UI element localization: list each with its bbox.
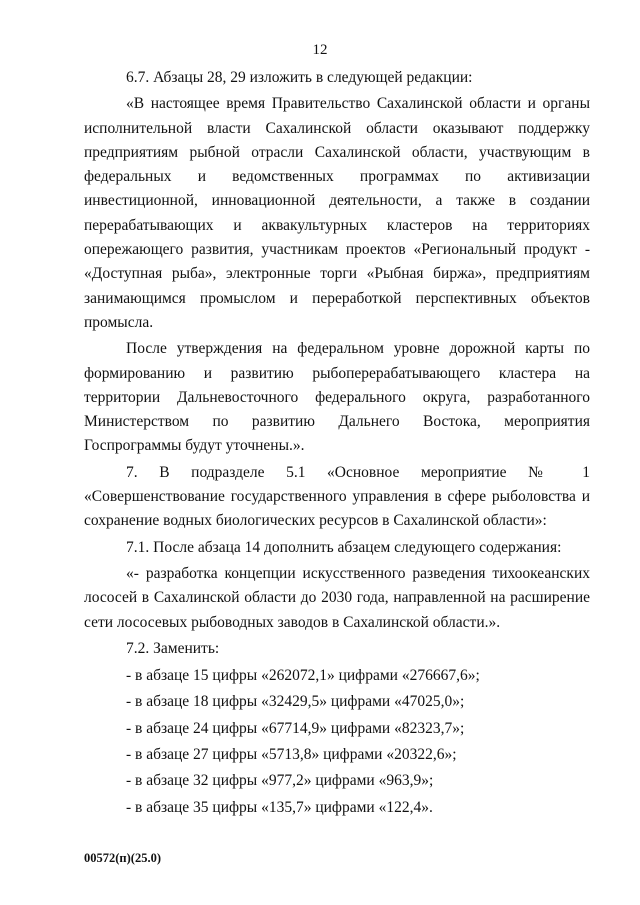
list-item: - в абзаце 32 цифры «977,2» цифрами «963,9»;: [126, 772, 434, 790]
list-item: - в абзаце 15 цифры «262072,1» цифрами «276667,6»;: [126, 667, 480, 685]
paragraph-7-2: 7.2. Заменить:: [126, 639, 220, 657]
paragraph-roadmap: После утверждения на федеральном уровне дорожной карты по формированию и развитию рыбоперерабатывающего кластера на территории Дальневосточного федерального округа, разработанного Министерством по развитию Дальнего Востока, мероприятия Госпрограммы будут уточнены.».: [84, 340, 590, 455]
document-code: 00572(п)(25.0): [84, 851, 161, 865]
paragraph-7-1: 7.1. После абзаца 14 дополнить абзацем следующего содержания:: [126, 538, 562, 556]
paragraph-quoted-support: «В настоящее время Правительство Сахалинской области и органы исполнительной власти Сахалинской области оказывают поддержку предприятиям рыбной отрасли Сахалинской области, участвующим в федеральных и ведомственных программах по активизации инвестиционной, инновационной деятельности, а также в создании перерабатывающих и аквакультурных кластеров на территориях опережающего развития, участникам проектов «Региональный продукт - «Доступная рыба», электронные торги «Рыбная биржа», предприятиям занимающимся промыслом и переработкой перспективных объектов промысла.: [84, 95, 590, 331]
page-number: 12: [312, 42, 328, 58]
list-item: - в абзаце 24 цифры «67714,9» цифрами «82323,7»;: [126, 719, 465, 737]
list-item: - в абзаце 35 цифры «135,7» цифрами «122,4».: [126, 798, 433, 816]
list-item: - в абзаце 18 цифры «32429,5» цифрами «47025,0»;: [126, 693, 465, 711]
paragraph-7-subsection: 7. В подразделе 5.1 «Основное мероприятие № 1 «Совершенствование государственного управления в сфере рыболовства и сохранение водных биологических ресурсов в Сахалинской области»:: [84, 463, 590, 530]
list-item: - в абзаце 27 цифры «5713,8» цифрами «20322,6»;: [126, 746, 457, 764]
document-body: [84, 66, 590, 821]
paragraph-6-7-heading: 6.7. Абзацы 28, 29 изложить в следующей редакции:: [126, 69, 473, 86]
paragraph-concept: «- разработка концепции искусственного разведения тихоокеанских лососей в Сахалинской области до 2030 года, направленной на расширение сети лососевых рыбоводных заводов в Сахалинской области.».: [84, 564, 590, 631]
